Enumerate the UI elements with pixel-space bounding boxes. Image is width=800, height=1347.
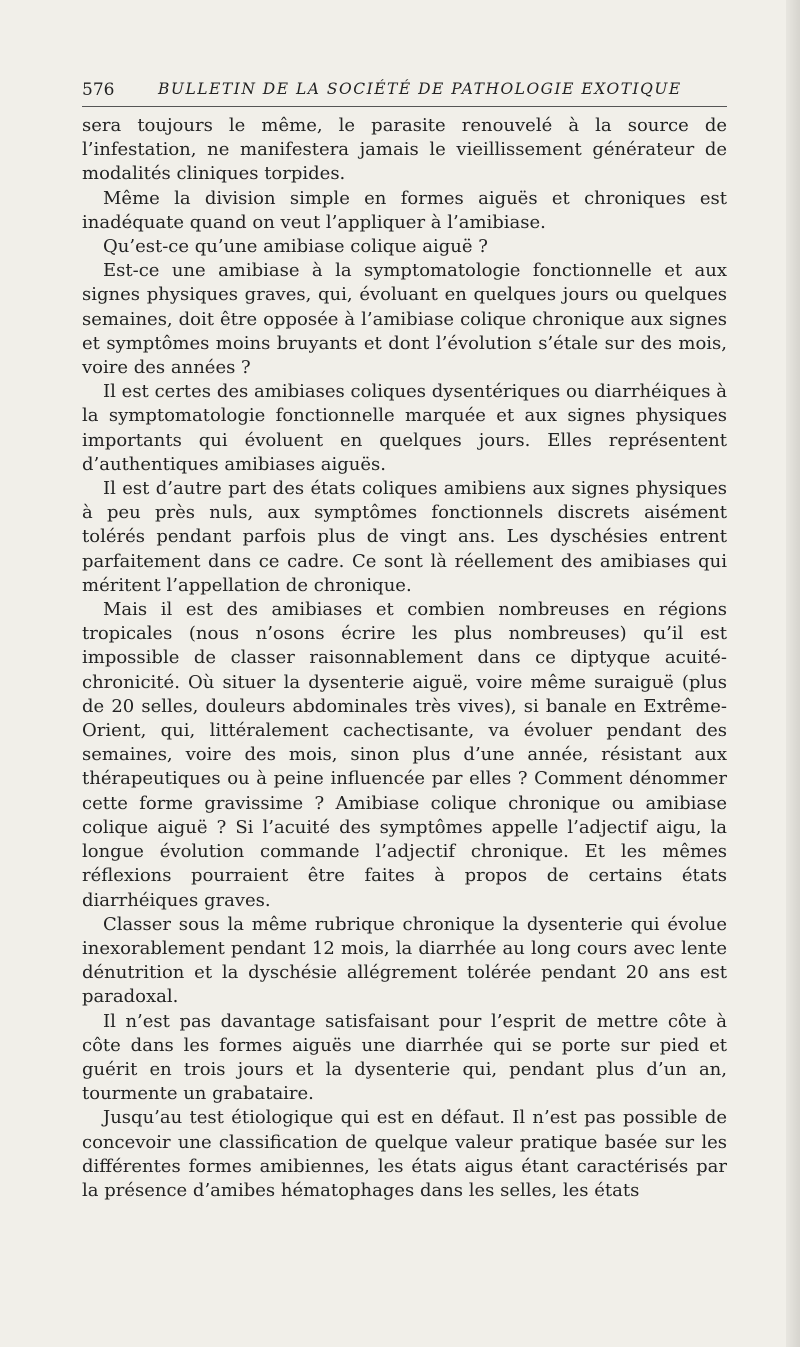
paragraph-4: Est-ce une amibiase à la symptomatologie fonctionnelle et aux signes physiques graves, qui, évoluant en quelques jours ou quelques semaines, doit être opposée à l’amibiase colique chronique aux signes et symptômes moins bruyants et dont l’évolution s’étale sur des mois, voire des années ? [82, 260, 727, 379]
paragraph-8: Classer sous la même rubrique chronique la dysenterie qui évolue inexorablement pendant 12 mois, la diarrhée au long cours avec lente dénutrition et la dyschésie allégrement tolérée pendant 20 ans est paradoxal. [82, 913, 727, 1008]
paragraph-6: Il est d’autre part des états coliques amibiens aux signes physiques à peu près nuls, aux symptômes fonctionnels discrets aisément tolérés pendant parfois plus de vingt ans. Les dyschésies entrent parfaitement dans ce cadre. Ce sont là réellement des amibiases qui méritent l’appellation de chronique. [82, 478, 727, 596]
body-text [82, 114, 727, 1203]
paragraph-1: sera toujours le même, le parasite renouvelé à la source de l’infestation, ne manifestera jamais le vieillissement générateur de modalités cliniques torpides. [82, 115, 727, 185]
paragraph-10: Jusqu’au test étiologique qui est en défaut. Il n’est pas possible de concevoir une classification de quelque valeur pratique basée sur les différentes formes amibiennes, les états aigus étant caractérisés par la présence d’amibes hématophages dans les selles, les états [82, 1107, 727, 1201]
paragraph-2: Même la division simple en formes aiguës et chroniques est inadéquate quand on veut l’appliquer à l’amibiase. [82, 187, 727, 233]
paragraph-7: Mais il est des amibiases et combien nombreuses en régions tropicales (nous n’osons écrire les plus nombreuses) qu’il est impossible de classer raisonnablement dans ce diptyque acuité-chronicité. Où situer la dysenterie aiguë, voire même suraiguë (plus de 20 selles, douleurs abdominales très vives), si banale en Extrême-Orient, qui, littéralement cachectisante, va évoluer pendant des semaines, voire des mois, sinon plus d’une année, résistant aux thérapeutiques ou à peine influencée par elles ? Comment dénommer cette forme gravissime ? Amibiase colique chronique ou amibiase colique aiguë ? Si l’acuité des symptômes appelle l’adjectif aigu, la longue évolution commande l’adjectif chronique. Et les mêmes réflexions pourraient être faites à propos de certains états diarrhéiques graves. [82, 599, 727, 911]
page-number: 576 [82, 80, 115, 100]
paragraph-5: Il est certes des amibiases coliques dysentériques ou diarrhéiques à la symptomatologie fonctionnelle marquée et aux signes physiques importants qui évoluent en quelques jours. Elles représentent d’authentiques amibiases aiguës. [82, 381, 727, 475]
page-header [82, 76, 727, 107]
paragraph-9: Il n’est pas davantage satisfaisant pour l’esprit de mettre côte à côte dans les formes aiguës une diarrhée qui se porte sur pied et guérit en trois jours et la dysenterie qui, pendant plus d’un an, tourmente un grabataire. [82, 1010, 727, 1105]
running-title: BULLETIN DE LA SOCIÉTÉ DE PATHOLOGIE EXOTIQUE [158, 80, 682, 98]
page-edge-shadow [786, 0, 800, 1347]
paragraph-3: Qu’est-ce qu’une amibiase colique aiguë ? [103, 236, 488, 258]
